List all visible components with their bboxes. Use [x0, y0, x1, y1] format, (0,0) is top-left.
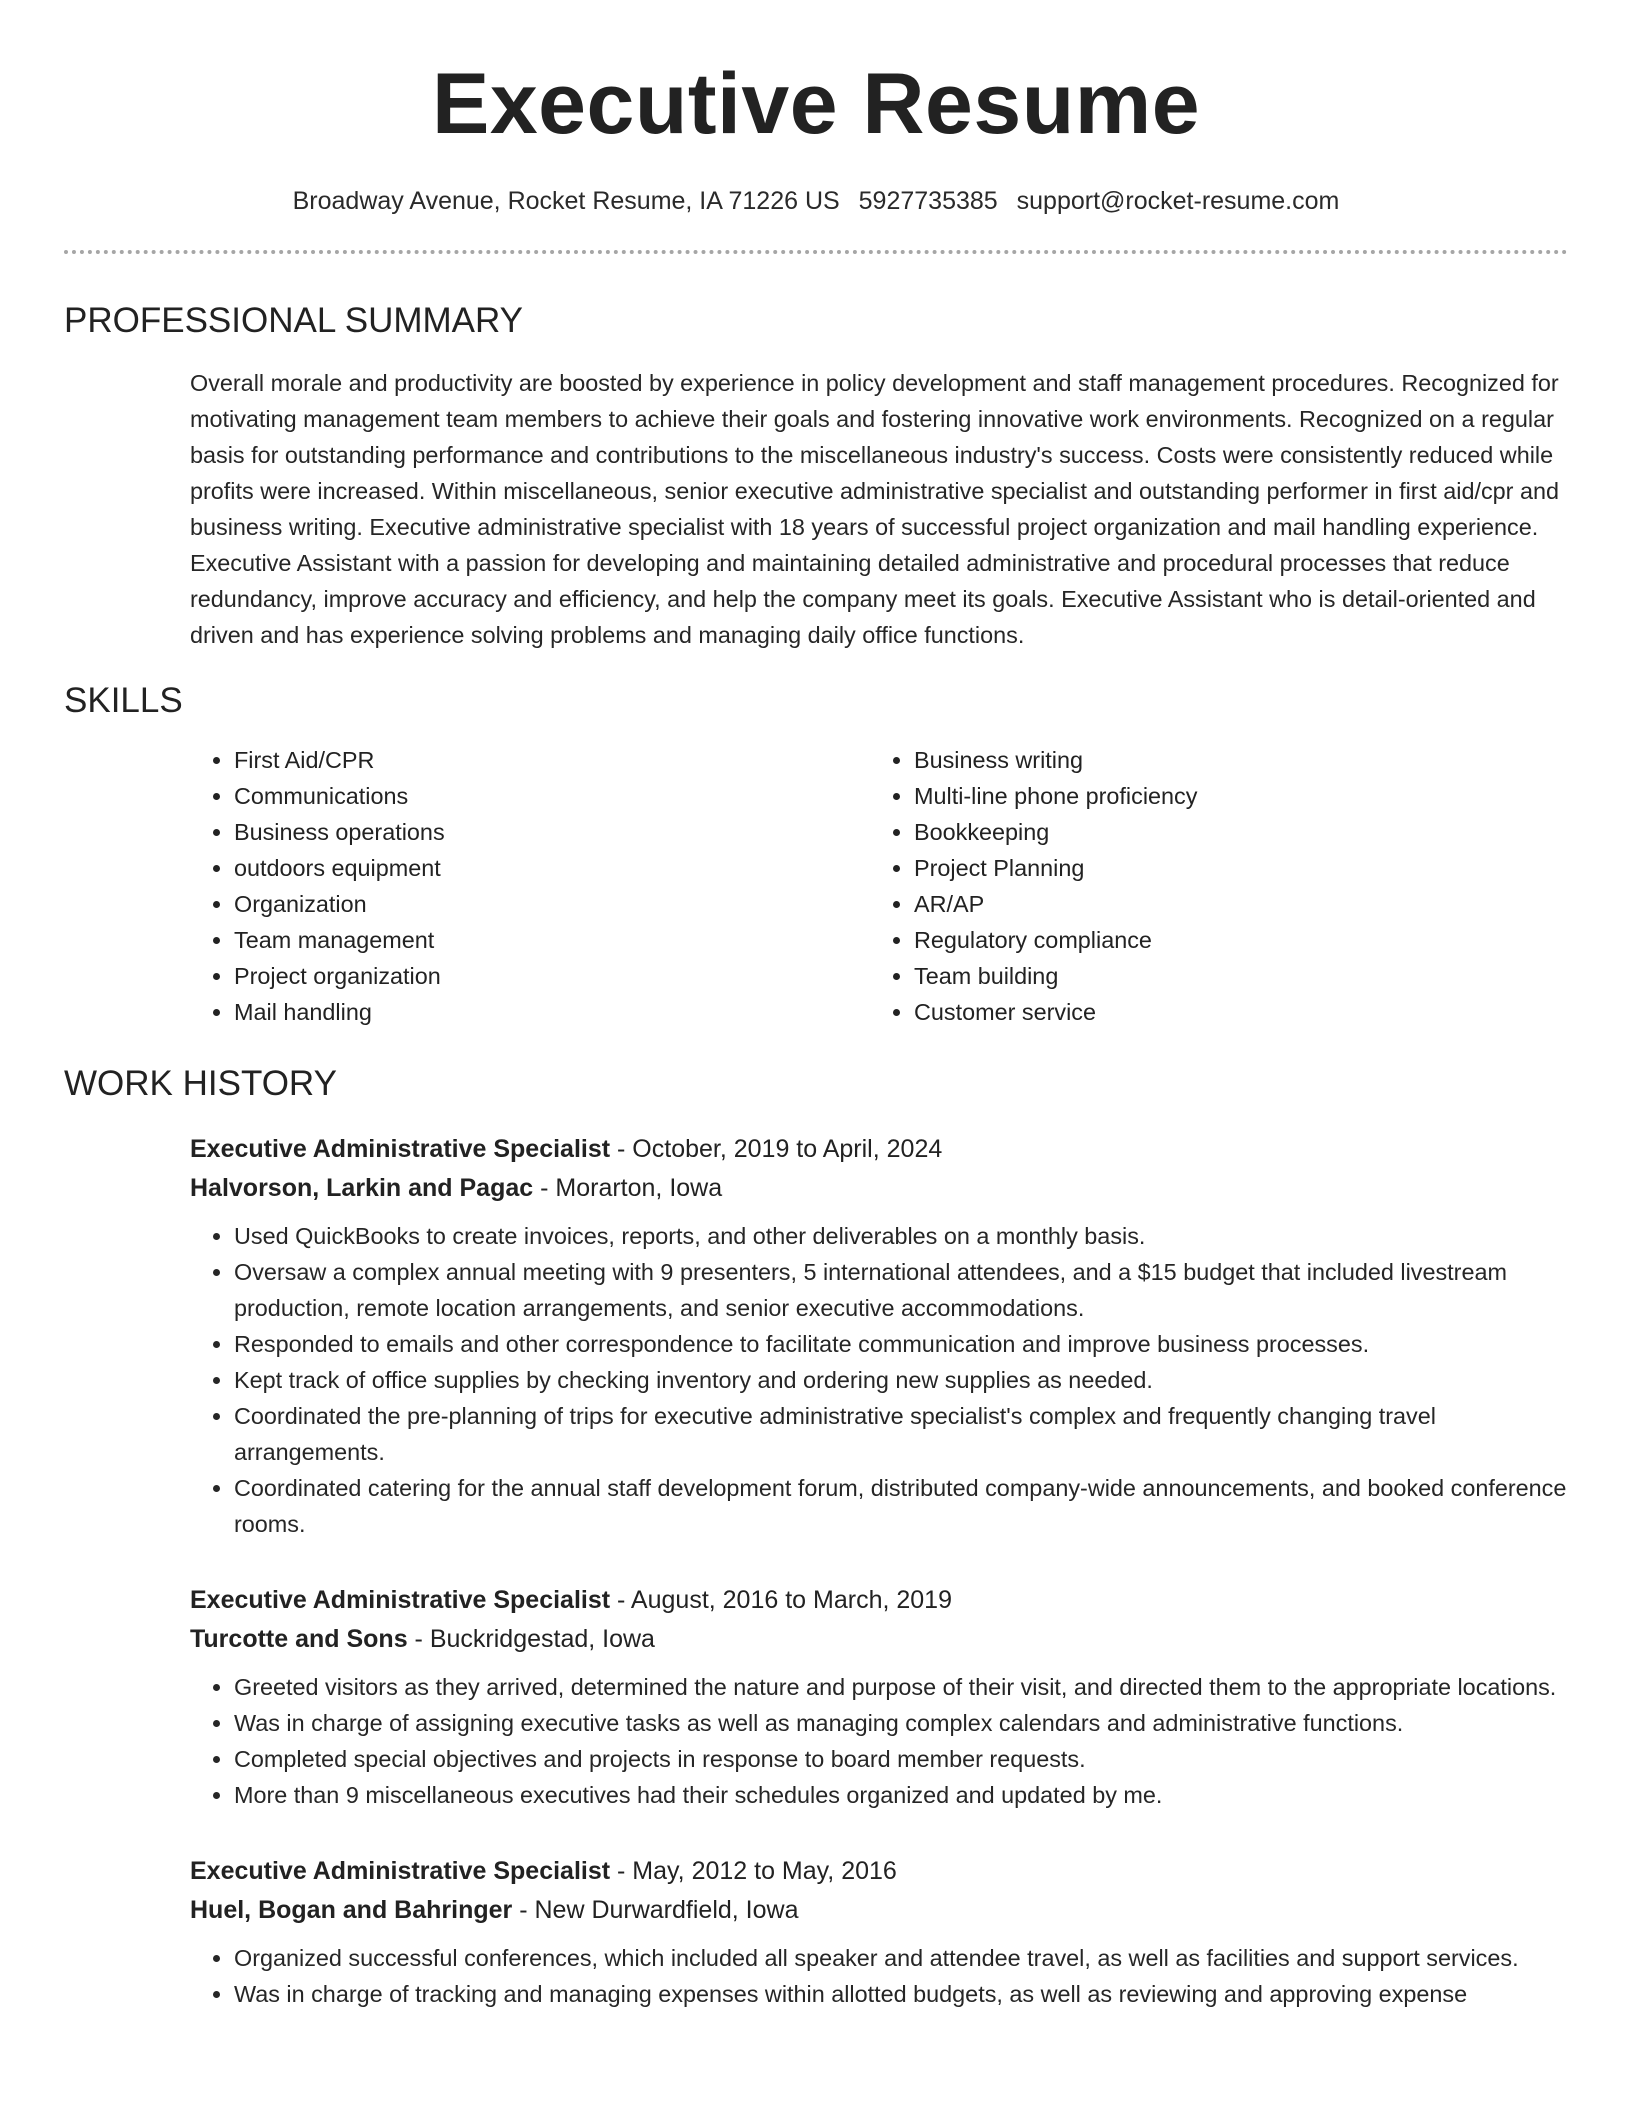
job-bullet: • Coordinated the pre-planning of trips for executive administrative specialist's complex and frequently changing travel arrangements.: [234, 1398, 1568, 1470]
skill-item: • Organization: [234, 886, 870, 922]
skill-item: • Project Planning: [914, 850, 1554, 886]
job-company: Halvorson, Larkin and Pagac: [190, 1174, 534, 1202]
skill-item: • Project organization: [234, 958, 870, 994]
section-title-summary: PROFESSIONAL SUMMARY: [64, 301, 523, 340]
job-bullet: • Organized successful conferences, which included all speaker and attendee travel, as well as facilities and support services.: [234, 1940, 1568, 1976]
job-company-line: [190, 1891, 1568, 1930]
job-entry: [190, 1581, 1568, 1813]
job-entry: [190, 1130, 1568, 1542]
job-bullets: [190, 1669, 1568, 1813]
skill-item: • outdoors equipment: [234, 850, 870, 886]
job-bullet: • More than 9 miscellaneous executives had their schedules organized and updated by me.: [234, 1777, 1568, 1813]
job-role-line: [190, 1581, 1568, 1620]
skill-item: • Communications: [234, 778, 870, 814]
job-location: - New Durwardfield, Iowa: [512, 1896, 799, 1924]
skill-item: • Mail handling: [234, 994, 870, 1030]
section-title-skills: SKILLS: [64, 681, 183, 720]
job-dates: - August, 2016 to March, 2019: [610, 1586, 952, 1614]
resume-title: Executive Resume: [431, 56, 1201, 152]
summary-text: Overall morale and productivity are boosted by experience in policy development and staff management procedures. Recognized for motivating management team members to achieve their goals and fostering innovative work environments. Recognized on a regular basis for outstanding performance and contributions to the miscellaneous industry's success. Costs were consistently reduced while profits were increased. Within miscellaneous, senior executive administrative specialist and outstanding performer in first aid/cpr and business writing. Executive administrative specialist with 18 years of successful project organization and mail handling experience. Executive Assistant with a passion for developing and maintaining detailed administrative and procedural processes that reduce redundancy, improve accuracy and efficiency, and help the company meet its goals. Executive Assistant who is detail-oriented and driven and has experience solving problems and managing daily office functions.: [190, 370, 1559, 648]
job-bullet: • Coordinated catering for the annual staff development forum, distributed company-wide announcements, and booked conference rooms.: [234, 1470, 1568, 1542]
job-role-line: [190, 1852, 1568, 1891]
job-bullet: • Used QuickBooks to create invoices, reports, and other deliverables on a monthly basis.: [234, 1218, 1568, 1254]
resume-page: [64, 0, 1568, 2012]
job-location: - Morarton, Iowa: [533, 1174, 723, 1202]
skill-item: • AR/AP: [914, 886, 1554, 922]
job-bullet: • Kept track of office supplies by checking inventory and ordering new supplies as needed.: [234, 1362, 1568, 1398]
header-divider: [64, 250, 1568, 254]
contact-email: support@rocket-resume.com: [1016, 187, 1340, 215]
job-bullet: • Was in charge of assigning executive tasks as well as managing complex calendars and administrative functions.: [234, 1705, 1568, 1741]
job-bullet: • Completed special objectives and projects in response to board member requests.: [234, 1741, 1568, 1777]
contact-address: Broadway Avenue, Rocket Resume, IA 71226 US: [292, 187, 840, 215]
skill-item: • Customer service: [914, 994, 1554, 1030]
job-role-line: [190, 1130, 1568, 1169]
job-role: Executive Administrative Specialist: [190, 1857, 611, 1885]
job-bullets: [190, 1218, 1568, 1542]
job-company: Turcotte and Sons: [190, 1625, 408, 1653]
contact-phone: 5927735385: [858, 187, 998, 215]
skill-item: • Business operations: [234, 814, 870, 850]
skill-item: • Team management: [234, 922, 870, 958]
job-location: - Buckridgestad, Iowa: [407, 1625, 655, 1653]
job-entry: [190, 1852, 1568, 2012]
job-company-line: [190, 1620, 1568, 1659]
contact-line: [64, 186, 1568, 216]
section-title-work-history: WORK HISTORY: [64, 1064, 337, 1103]
job-bullet: • Greeted visitors as they arrived, determined the nature and purpose of their visit, and directed them to the appropriate locations.: [234, 1669, 1568, 1705]
skill-item: • Bookkeeping: [914, 814, 1554, 850]
job-bullet: • Oversaw a complex annual meeting with 9 presenters, 5 international attendees, and a $15 budget that included livestream production, remote location arrangements, and senior executive accommodations.: [234, 1254, 1568, 1326]
skill-item: • Team building: [914, 958, 1554, 994]
job-bullet: • Responded to emails and other correspondence to facilitate communication and improve business processes.: [234, 1326, 1568, 1362]
job-bullet: • Was in charge of tracking and managing expenses within allotted budgets, as well as reviewing and approving expense: [234, 1976, 1568, 2012]
job-role: Executive Administrative Specialist: [190, 1135, 611, 1163]
job-bullets: [190, 1940, 1568, 2012]
skills-column-right: [870, 742, 1554, 1030]
skill-item: • Regulatory compliance: [914, 922, 1554, 958]
skill-item: • First Aid/CPR: [234, 742, 870, 778]
skill-item: • Multi-line phone proficiency: [914, 778, 1554, 814]
job-company-line: [190, 1169, 1568, 1208]
job-role: Executive Administrative Specialist: [190, 1586, 611, 1614]
job-dates: - May, 2012 to May, 2016: [610, 1857, 897, 1885]
job-company: Huel, Bogan and Bahringer: [190, 1896, 513, 1924]
job-dates: - October, 2019 to April, 2024: [610, 1135, 943, 1163]
skills-list: [190, 742, 1568, 1030]
skills-column-left: [190, 742, 870, 1030]
skill-item: • Business writing: [914, 742, 1554, 778]
